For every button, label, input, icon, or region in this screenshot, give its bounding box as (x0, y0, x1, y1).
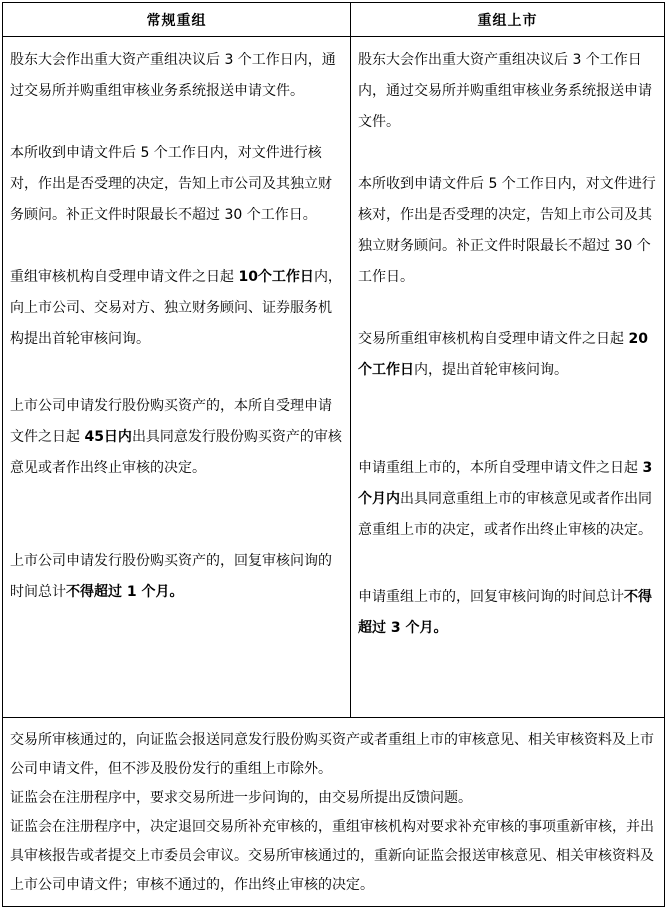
right-reply-text: 申请重组上市的，回复审核问询的时间总计 (358, 589, 624, 605)
left-inquiry-paragraph (10, 262, 344, 355)
left-reply-text: 上市公司申请发行股份购买资产的，回复审核问询的时间总计 (10, 553, 332, 600)
left-review-text: 上市公司申请发行股份购买资产的，本所自受理申请文件之日起 (10, 398, 332, 445)
left-review-deadline: 45日内 (84, 429, 132, 445)
right-inquiry-deadline: 20个工作日 (358, 331, 648, 378)
left-review-paragraph (10, 391, 344, 484)
header-row (3, 3, 665, 37)
left-inquiry-deadline: 10个工作日 (238, 269, 314, 285)
left-reply-paragraph (10, 546, 344, 608)
right-submission-paragraph: 股东大会作出重大资产重组决议后 3 个工作日内，通过交易所并购重组审核业务系统报送申请文件。 (358, 52, 652, 130)
content-row (3, 37, 665, 718)
left-inquiry-text-end: 内，向上市公司、交易对方、独立财务顾问、证券服务机构提出首轮审核问询。 (10, 269, 342, 347)
right-column-cell (351, 37, 665, 718)
left-submission-paragraph: 股东大会作出重大资产重组决议后 3 个工作日内，通过交易所并购重组审核业务系统报送申请文件。 (10, 52, 336, 99)
left-reply-limit: 不得超过 1 个月。 (66, 584, 184, 600)
right-review-deadline: 3 个月内 (358, 460, 653, 507)
right-acceptance-paragraph: 本所收到申请文件后 5 个工作日内，对文件进行核对，作出是否受理的决定，告知上市公司及其独立财务顾问。补正文件时限最长不超过 30 个工作日。 (358, 176, 656, 285)
bottom-cell (3, 718, 665, 907)
left-inquiry-text: 重组审核机构自受理申请文件之日起 (10, 269, 239, 285)
bottom-feedback-paragraph: 证监会在注册程序中，要求交易所进一步问询的，由交易所提出反馈问题。 (10, 790, 472, 806)
right-inquiry-text: 交易所重组审核机构自受理申请文件之日起 (358, 331, 629, 347)
right-review-paragraph (358, 453, 658, 546)
right-review-text: 申请重组上市的，本所自受理申请文件之日起 (358, 460, 643, 476)
comparison-table (2, 2, 665, 907)
right-reply-paragraph (358, 582, 658, 644)
left-column-cell (3, 37, 351, 718)
header-restructuring-listing: 重组上市 (351, 3, 665, 37)
left-acceptance-paragraph: 本所收到申请文件后 5 个工作日内，对文件进行核对，作出是否受理的决定，告知上市公司及其独立财务顾问。补正文件时限最长不超过 30 个工作日。 (10, 145, 332, 223)
bottom-return-paragraph: 证监会在注册程序中，决定退回交易所补充审核的，重组审核机构对要求补充审核的事项重新审核，并出具审核报告或者提交上市委员会审议。交易所审核通过的，重新向证监会报送审核意见、相关审核资料及上市公司申请文件；审核不通过的，作出终止审核的决定。 (10, 819, 654, 893)
bottom-row (3, 718, 665, 907)
right-review-text-end: 出具同意重组上市的审核意见或者作出同意重组上市的决定，或者作出终止审核的决定。 (358, 491, 652, 538)
header-regular-restructuring: 常规重组 (3, 3, 351, 37)
left-review-text-end: 出具同意发行股份购买资产的审核意见或者作出终止审核的决定。 (10, 429, 342, 476)
right-inquiry-text-end: 内，提出首轮审核问询。 (414, 362, 568, 378)
bottom-report-paragraph: 交易所审核通过的，向证监会报送同意发行股份购买资产或者重组上市的审核意见、相关审核资料及上市公司申请文件，但不涉及股份发行的重组上市除外。 (10, 732, 654, 777)
right-reply-limit: 不得超过 3 个月。 (358, 589, 652, 636)
right-inquiry-paragraph (358, 324, 658, 386)
